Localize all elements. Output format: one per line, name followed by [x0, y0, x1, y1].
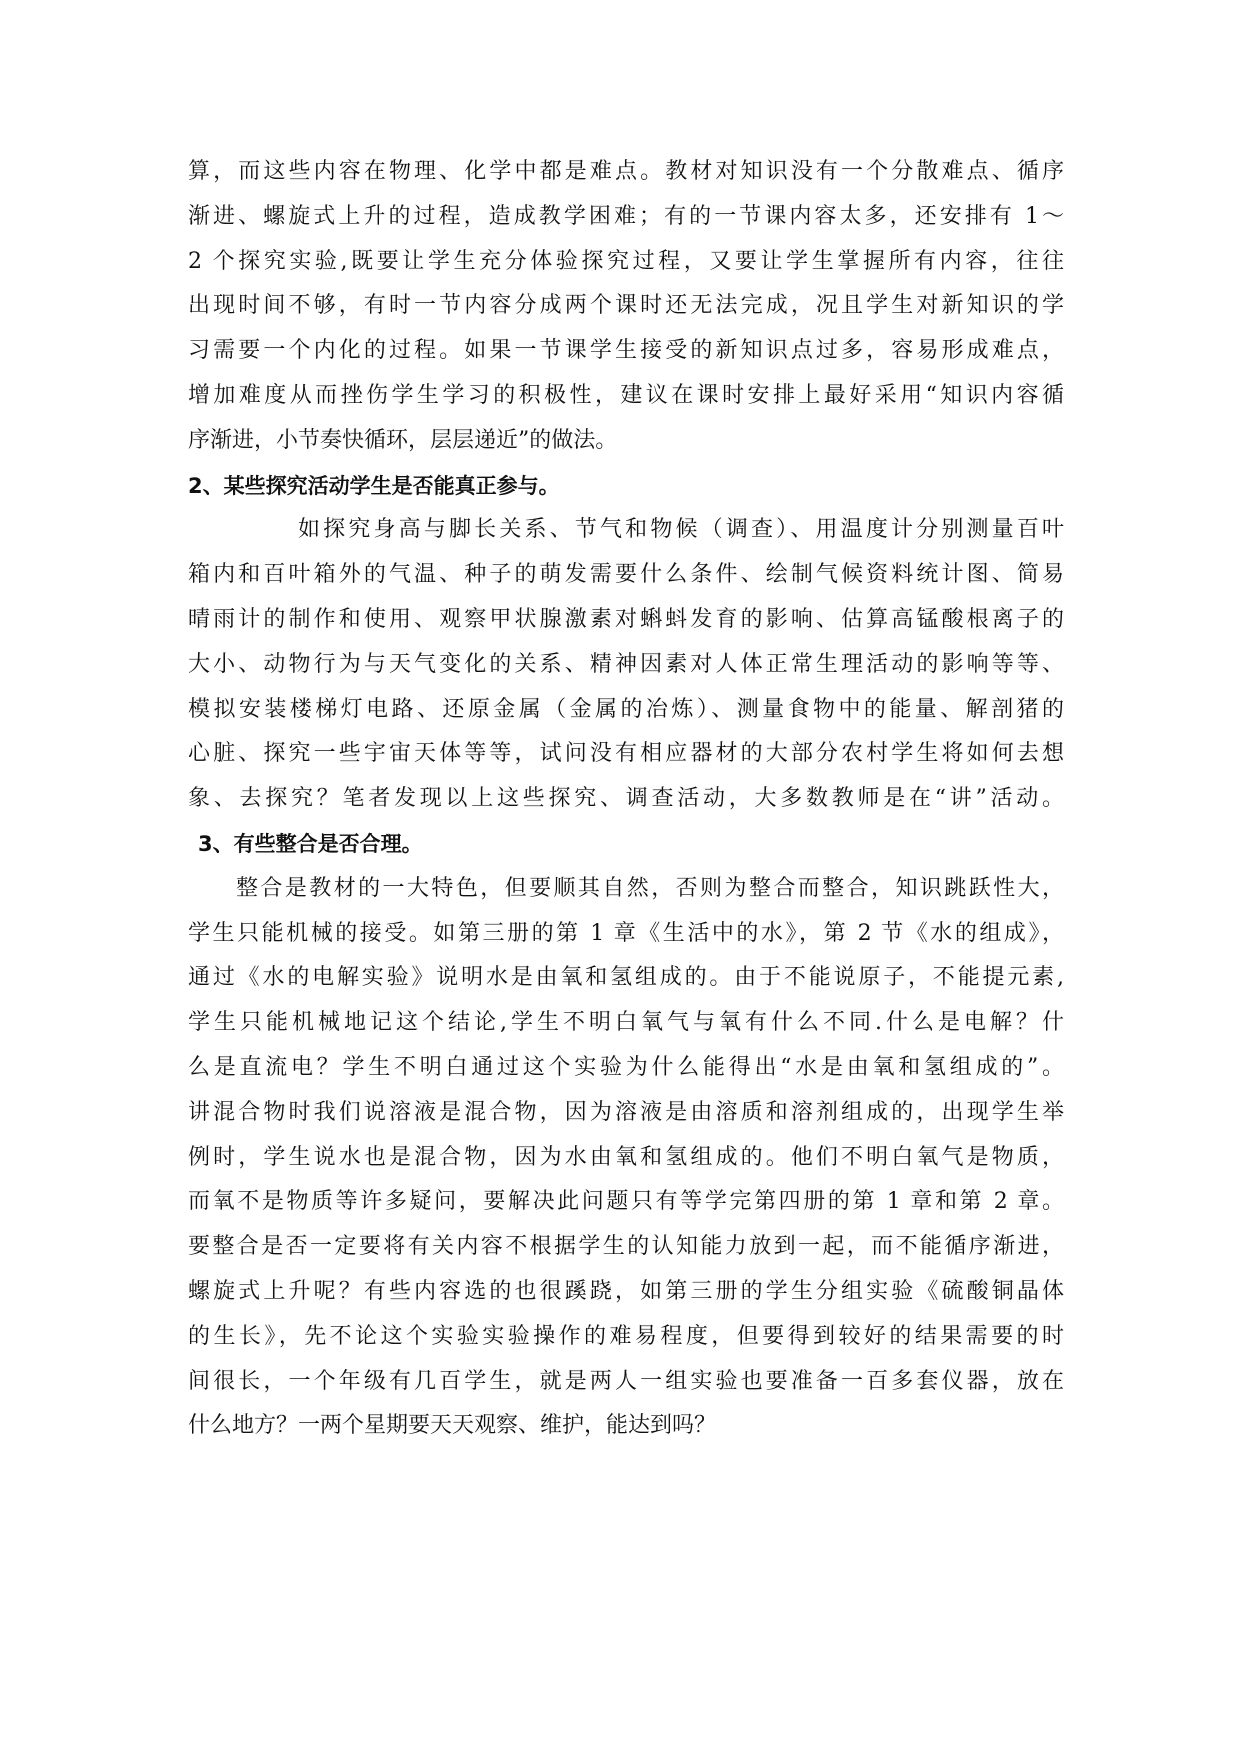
text-line: 增加难度从而挫伤学生学习的积极性，建议在课时安排上最好采用“知识内容循 [188, 382, 1064, 408]
text-line: 学生只能机械的接受。如第三册的第 1 章《生活中的水》，第 2 节《水的组成》， [188, 920, 1064, 946]
text-line: 间很长，一个年级有几百学生，就是两人一组实验也要准备一百多套仪器，放在 [188, 1368, 1064, 1394]
text-line: 通过《水的电解实验》说明水是由氧和氢组成的。由于不能说原子，不能提元素, [188, 965, 1064, 991]
text-line: 算，而这些内容在物理、化学中都是难点。教材对知识没有一个分散难点、循序 [188, 159, 1064, 184]
text-line: 晴雨计的制作和使用、观察甲状腺激素对蝌蚪发育的影响、估算高锰酸根离子的 [188, 606, 1064, 632]
text-line: 例时，学生说水也是混合物，因为水由氧和氢组成的。他们不明白氧气是物质， [188, 1144, 1064, 1170]
text-line: 2 个探究实验,既要让学生充分体验探究过程，又要让学生掌握所有内容，往往 [188, 248, 1064, 274]
text-line: 序渐进，小节奏快循环，层层递近”的做法。 [188, 427, 618, 453]
text-line: 整合是教材的一大特色，但要顺其自然，否则为整合而整合，知识跳跃性大， [236, 875, 1064, 901]
text-line: 的生长》，先不论这个实验实验操作的难易程度，但要得到较好的结果需要的时 [188, 1323, 1064, 1349]
text-line: 心脏、探究一些宇宙天体等等，试问没有相应器材的大部分农村学生将如何去想 [188, 741, 1064, 767]
text-line: 么是直流电？学生不明白通过这个实验为什么能得出“水是由氧和氢组成的”。 [188, 1054, 1064, 1080]
document-body [188, 150, 1064, 1449]
section-heading-2: 2、某些探究活动学生是否能真正参与。 [188, 473, 560, 498]
text-line: 习需要一个内化的过程。如果一节课学生接受的新知识点过多，容易形成难点， [188, 338, 1064, 364]
text-line: 出现时间不够，有时一节内容分成两个课时还无法完成，况且学生对新知识的学 [188, 293, 1064, 319]
text-line: 什么地方？一两个星期要天天观察、维护，能达到吗？ [188, 1413, 717, 1439]
text-line: 讲混合物时我们说溶液是混合物，因为溶液是由溶质和溶剂组成的，出现学生举 [188, 1099, 1064, 1125]
text-line: 箱内和百叶箱外的气温、种子的萌发需要什么条件、绘制气候资料统计图、简易 [188, 562, 1064, 588]
text-line: 渐进、螺旋式上升的过程，造成教学困难；有的一节课内容太多，还安排有 1～ [188, 203, 1064, 229]
text-line: 螺旋式上升呢？有些内容选的也很蹊跷，如第三册的学生分组实验《硫酸铜晶体 [188, 1278, 1064, 1304]
paragraph-3 [188, 867, 1064, 1449]
paragraph-2 [188, 508, 1064, 822]
text-line: 象、去探究？笔者发现以上这些探究、调查活动，大多数教师是在“讲”活动。 [188, 786, 1064, 812]
text-line: 学生只能机械地记这个结论,学生不明白氧气与氧有什么不同.什么是电解？什 [188, 1010, 1064, 1036]
text-line: 模拟安装楼梯灯电路、还原金属（金属的冶炼）、测量食物中的能量、解剖猪的 [188, 696, 1064, 722]
section-heading-3: 3、有些整合是否合理。 [198, 831, 423, 856]
paragraph-1 [188, 150, 1064, 464]
text-line: 而氧不是物质等许多疑问，要解决此问题只有等学完第四册的第 1 章和第 2 章。 [188, 1189, 1064, 1215]
text-line: 要整合是否一定要将有关内容不根据学生的认知能力放到一起，而不能循序渐进， [188, 1234, 1064, 1260]
text-line: 如探究身高与脚长关系、节气和物候（调查）、用温度计分别测量百叶 [298, 517, 1064, 543]
text-line: 大小、动物行为与天气变化的关系、精神因素对人体正常生理活动的影响等等、 [188, 651, 1064, 677]
